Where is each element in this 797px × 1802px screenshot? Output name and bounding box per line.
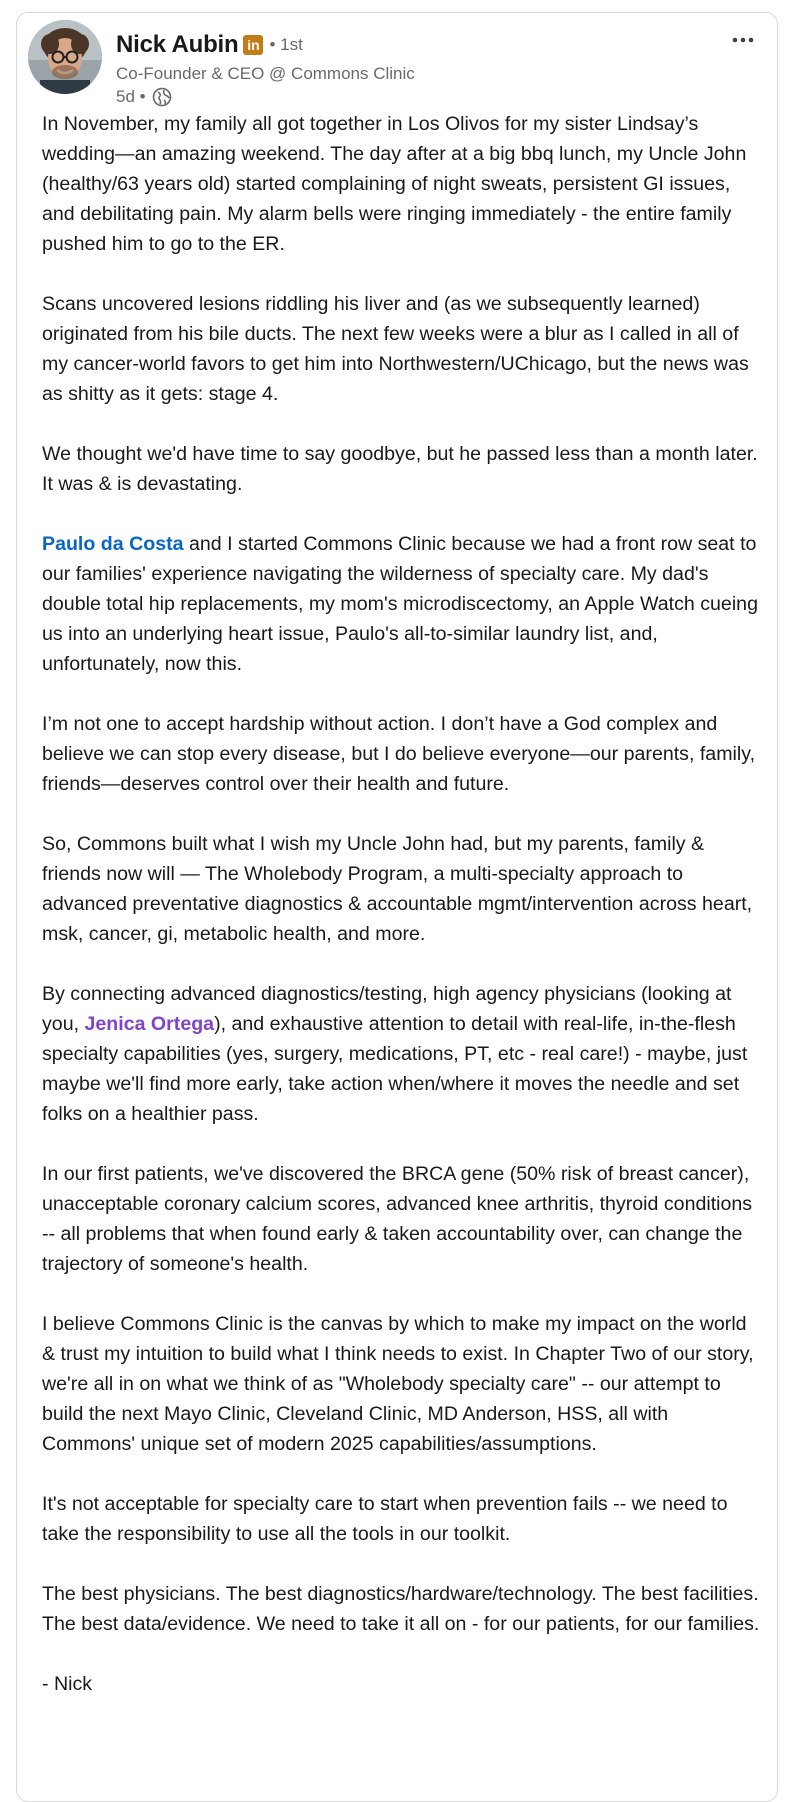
post-signature: - Nick bbox=[42, 1673, 93, 1695]
premium-badge-icon bbox=[243, 35, 263, 55]
post-paragraph: It's not acceptable for specialty care to start when prevention fails -- we need to take the responsibility to use all the tools in our toolkit. bbox=[42, 1493, 728, 1545]
author-meta bbox=[116, 32, 415, 108]
post-paragraph: We thought we'd have time to say goodbye, but he passed less than a month later. It was & is devastating. bbox=[42, 443, 758, 495]
post-paragraph-text: By connecting advanced diagnostics/testing, high agency physicians (looking at you, bbox=[42, 983, 732, 1035]
post-paragraph-text: and I started Commons Clinic because we had a front row seat to our families' experience navigating the wilderness of specialty care. My dad's double total hip replacements, my mom's microdiscectomy, an Apple Watch cueing us into an underlying heart issue, Paulo's all-to-similar laundry list, and, unfortunately, now this. bbox=[42, 533, 758, 675]
post-header bbox=[28, 20, 768, 110]
avatar-photo bbox=[28, 20, 102, 94]
premium-badge-label: in bbox=[247, 37, 260, 53]
mention-jenica-ortega[interactable]: Jenica Ortega bbox=[84, 1013, 215, 1035]
post-paragraph: I believe Commons Clinic is the canvas by which to make my impact on the world & trust my intuition to build what I think needs to exist. In Chapter Two of our story, we're all in on what we think of as "Wholebody specialty care" -- our attempt to build the next Mayo Clinic, Cleveland Clinic, MD Anderson, HSS, all with Commons' unique set of modern 2025 capabilities/assumptions. bbox=[42, 1313, 754, 1455]
author-name[interactable]: Nick Aubin bbox=[116, 31, 239, 58]
post-paragraph: I’m not one to accept hardship without action. I don’t have a God complex and believe we can stop every disease, but I do believe everyone—our parents, family, friends—deserves control over their health and future. bbox=[42, 713, 756, 795]
avatar[interactable] bbox=[28, 20, 102, 94]
post-paragraph-cofounder bbox=[42, 529, 762, 679]
post-body bbox=[42, 109, 762, 1729]
post-paragraph: In November, my family all got together in Los Olivos for my sister Lindsay’s wedding—an amazing weekend. The day after at a big bbq lunch, my Uncle John (healthy/63 years old) started complaining of night sweats, persistent GI issues, and debilitating pain. My alarm bells were ringing immediately - the entire family pushed him to go to the ER. bbox=[42, 113, 747, 255]
author-headline: Co-Founder & CEO @ Commons Clinic bbox=[116, 64, 415, 83]
more-options-button[interactable] bbox=[727, 24, 759, 56]
post-time-row bbox=[116, 86, 415, 108]
post-paragraph: In our first patients, we've discovered the BRCA gene (50% risk of breast cancer), unacceptable coronary calcium scores, advanced knee arthritis, thyroid conditions -- all problems that when found early & taken accountability over, can change the trajectory of someone's health. bbox=[42, 1163, 753, 1275]
post-paragraph: So, Commons built what I wish my Uncle John had, but my parents, family & friends now will — The Wholebody Program, a multi-specialty approach to advanced preventative diagnostics & accountable mgmt/intervention across heart, msk, cancer, gi, metabolic health, and more. bbox=[42, 833, 753, 945]
post-paragraph-physicians bbox=[42, 979, 762, 1129]
globe-icon bbox=[152, 87, 172, 107]
connection-degree: • 1st bbox=[269, 35, 303, 54]
post-paragraph: Scans uncovered lesions riddling his liver and (as we subsequently learned) originated from his bile ducts. The next few weeks were a blur as I called in all of my cancer-world favors to get him into Northwestern/UChicago, but the news was as shitty as it gets: stage 4. bbox=[42, 293, 749, 405]
mention-paulo-da-costa[interactable]: Paulo da Costa bbox=[42, 533, 184, 555]
post-time: 5d • bbox=[116, 87, 146, 106]
name-row bbox=[116, 32, 415, 58]
more-horizontal-icon bbox=[731, 36, 755, 44]
post-paragraph-text: ), and exhaustive attention to detail with real-life, in-the-flesh specialty capabilities (yes, surgery, medications, PT, etc - real care!) - maybe, just maybe we'll find more early, take action when/where it moves the needle and set folks on a healthier pass. bbox=[42, 1013, 748, 1125]
post-paragraph: The best physicians. The best diagnostics/hardware/technology. The best facilities. The best data/evidence. We need to take it all on - for our patients, for our families. bbox=[42, 1583, 760, 1635]
